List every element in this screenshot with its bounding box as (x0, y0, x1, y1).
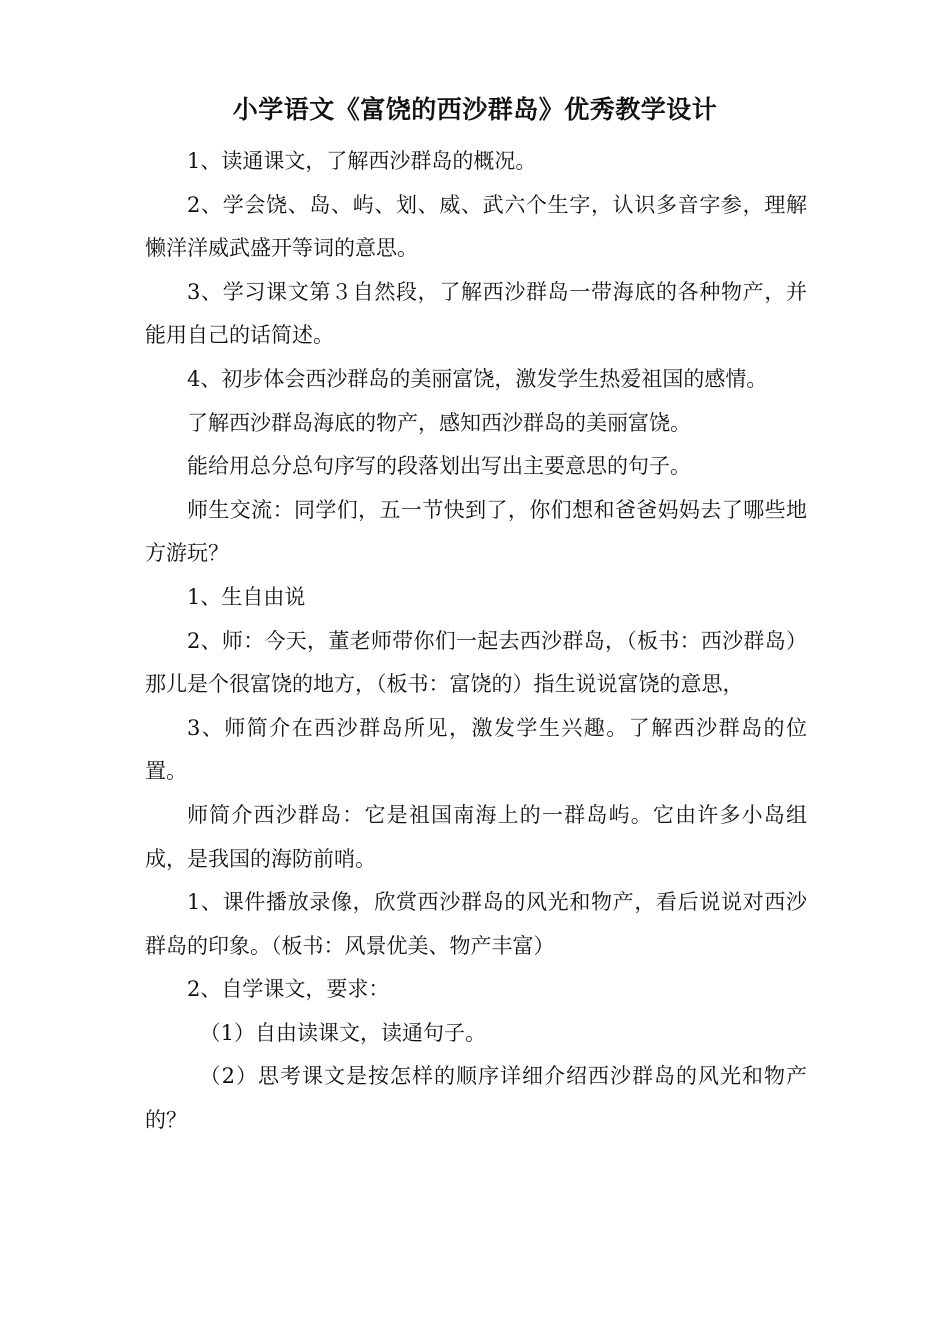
paragraph-step-1: 1、生自由说 (187, 584, 306, 609)
paragraph-self-study: 2、自学课文，要求： (187, 977, 390, 1002)
paragraph-objective-3: 3、学习课文第３自然段，了解西沙群岛一带海底的各种物产，并能用自己的话简述。 (145, 279, 807, 348)
paragraph-objective-2: 2、学会饶、岛、屿、划、威、武六个生字，认识多音字参，理解懒洋洋威武盛开等词的意思。 (145, 192, 807, 261)
document-body (145, 140, 807, 1143)
paragraph-requirement-1: （1）自由读课文，读通句子。 (199, 1020, 486, 1045)
document-title: 小学语文《富饶的西沙群岛》优秀教学设计 (232, 95, 718, 124)
paragraph-difficulty: 能给用总分总句序写的段落划出写出主要意思的句子。 (187, 454, 691, 479)
paragraph-step-3: 3、师简介在西沙群岛所见，激发学生兴趣。了解西沙群岛的位置。 (145, 715, 807, 784)
paragraph-video: 1、课件播放录像，欣赏西沙群岛的风光和物产，看后说说对西沙群岛的印象。（板书：风景优美、物产丰富） (145, 890, 807, 958)
paragraph-key-point: 了解西沙群岛海底的物产，感知西沙群岛的美丽富饶。 (187, 410, 691, 435)
paragraph-requirement-2: （2）思考课文是按怎样的顺序详细介绍西沙群岛的风光和物产的？ (145, 1064, 807, 1133)
paragraph-step-2: 2、师：今天，董老师带你们一起去西沙群岛，（板书：西沙群岛）那儿是个很富饶的地方，（板书：富饶的）指生说说富饶的意思， (145, 628, 807, 697)
paragraph-exchange: 师生交流：同学们，五一节快到了，你们想和爸爸妈妈去了哪些地方游玩？ (145, 497, 807, 566)
paragraph-objective-4: 4、初步体会西沙群岛的美丽富饶，激发学生热爱祖国的感情。 (187, 366, 768, 391)
paragraph-introduction: 师简介西沙群岛：它是祖国南海上的一群岛屿。它由许多小岛组成，是我国的海防前哨。 (145, 802, 807, 871)
paragraph-objective-1: 1、读通课文，了解西沙群岛的概况。 (187, 149, 537, 173)
